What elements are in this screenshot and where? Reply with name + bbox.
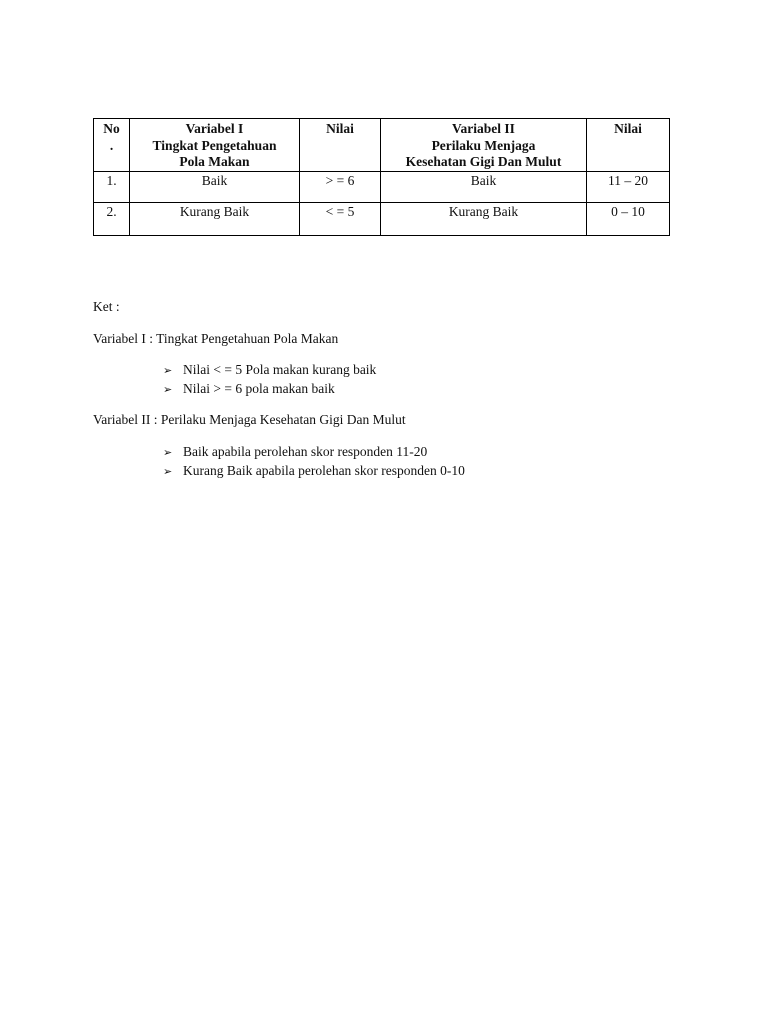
arrowhead-bullet-icon: ➢ [163, 446, 173, 459]
arrowhead-bullet-icon: ➢ [163, 383, 173, 396]
cell-no: 2. [94, 203, 130, 236]
cell-variabel-1: Baik [130, 172, 300, 203]
variabel-2-title: Variabel II : Perilaku Menjaga Kesehatan Gigi Dan Mulut [93, 412, 406, 427]
header-variabel-1: Variabel I Tingkat Pengetahuan Pola Makan [130, 119, 300, 172]
cell-variabel-2: Kurang Baik [381, 203, 587, 236]
table-row [94, 172, 670, 203]
cell-nilai-2: 11 – 20 [587, 172, 670, 203]
header-no: No . [94, 119, 130, 172]
table-header-row [94, 119, 670, 172]
ket-label: Ket : [93, 299, 120, 314]
list-item: ➢ Kurang Baik apabila perolehan skor responden 0-10 [163, 462, 465, 481]
table-row [94, 203, 670, 236]
criteria-table-container [93, 118, 669, 236]
cell-no: 1. [94, 172, 130, 203]
variabel-1-title: Variabel I : Tingkat Pengetahuan Pola Makan [93, 331, 339, 346]
list-item: ➢ Nilai > = 6 pola makan baik [163, 380, 335, 399]
cell-variabel-1: Kurang Baik [130, 203, 300, 236]
header-nilai-1: Nilai [300, 119, 381, 172]
criteria-table [93, 118, 670, 236]
arrowhead-bullet-icon: ➢ [163, 364, 173, 377]
list-item: ➢ Baik apabila perolehan skor responden 11-20 [163, 443, 427, 462]
header-variabel-2: Variabel II Perilaku Menjaga Kesehatan Gigi Dan Mulut [381, 119, 587, 172]
arrowhead-bullet-icon: ➢ [163, 465, 173, 478]
cell-nilai-1: < = 5 [300, 203, 381, 236]
cell-variabel-2: Baik [381, 172, 587, 203]
header-nilai-2: Nilai [587, 119, 670, 172]
cell-nilai-2: 0 – 10 [587, 203, 670, 236]
cell-nilai-1: > = 6 [300, 172, 381, 203]
list-item: ➢ Nilai < = 5 Pola makan kurang baik [163, 361, 376, 380]
